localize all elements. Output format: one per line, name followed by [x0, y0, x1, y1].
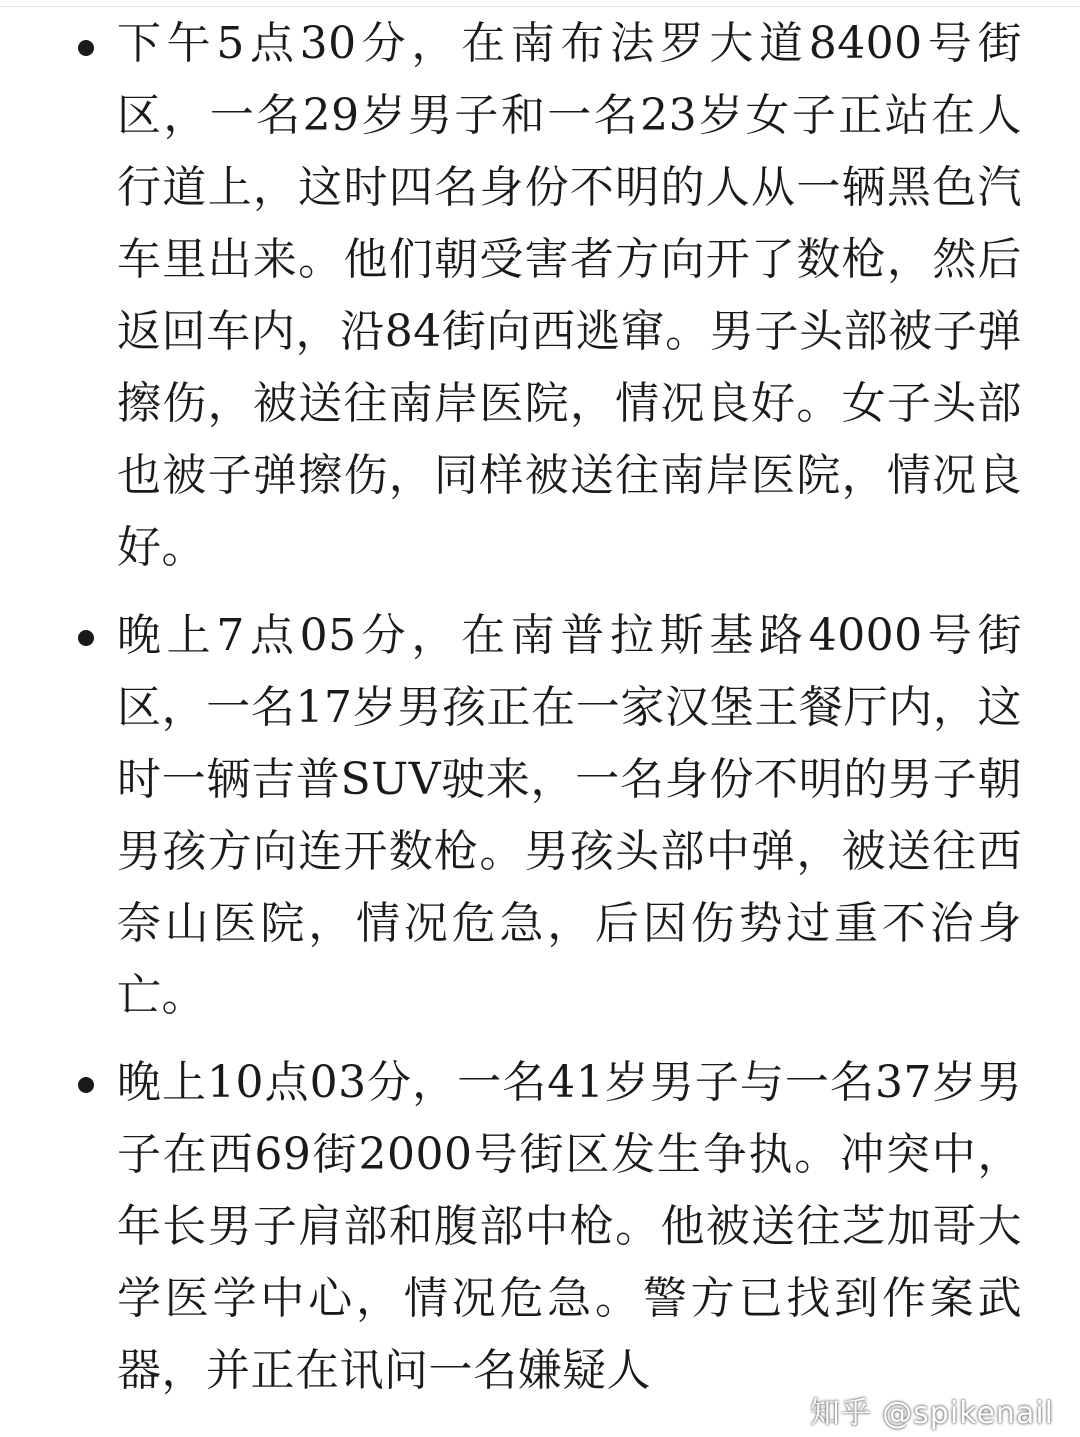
bullet-icon [78, 1077, 94, 1093]
list-item-text: 晚上7点05分，在南普拉斯基路4000号街区，一名17岁男孩正在一家汉堡王餐厅内，这时一辆吉普SUV驶来，一名身份不明的男子朝男孩方向连开数枪。男孩头部中弹，被送往西奈山医院，情况危急，后因伤势过重不治身亡。 [117, 610, 1022, 1021]
list-item-text: 晚上10点03分，一名41岁男子与一名37岁男子在西69街2000号街区发生争执。冲突中，年长男子肩部和腹部中枪。他被送往芝加哥大学医学中心，情况危急。警方已找到作案武器，并正在讯问一名嫌疑人 [117, 1057, 1022, 1396]
watermark: 知乎 @spikenail [809, 1396, 1054, 1431]
list-item-text: 下午5点30分，在南布法罗大道8400号街区，一名29岁男子和一名23岁女子正站在人行道上，这时四名身份不明的人从一辆黑色汽车里出来。他们朝受害者方向开了数枪，然后返回车内，沿84街向西逃窜。男子头部被子弹擦伤，被送往南岸医院，情况良好。女子头部也被子弹擦伤，同样被送往南岸医院，情况良好。 [117, 18, 1022, 573]
bullet-icon [78, 40, 94, 56]
bullet-icon [78, 630, 94, 646]
top-divider [0, 0, 1080, 7]
